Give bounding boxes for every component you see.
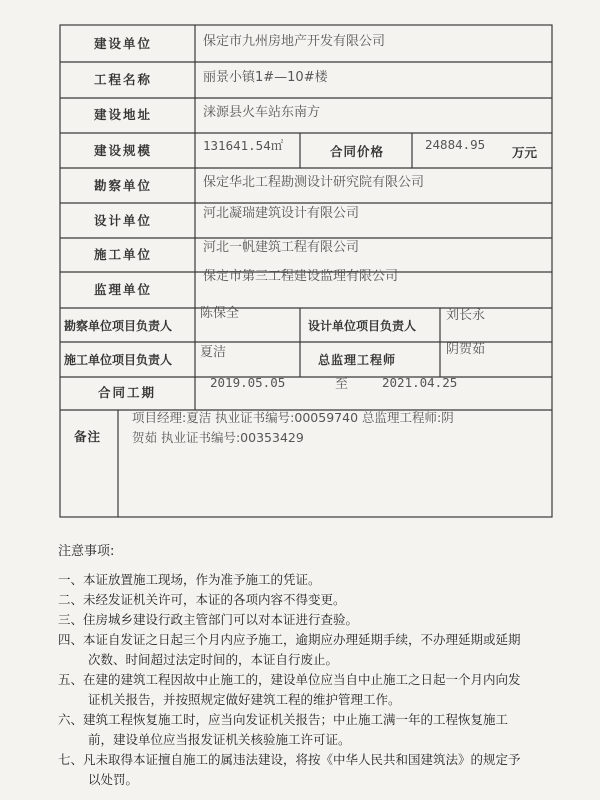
note-item-3-text: 三、住房城乡建设行政主管部门可以对本证进行查验。	[58, 612, 359, 627]
note-item-2-text: 二、未经发证机关许可，本证的各项内容不得变更。	[58, 592, 346, 607]
note-item-6-text: 六、建筑工程恢复施工时，应当向发证机关报告；中止施工满一年的工程恢复施工	[58, 712, 509, 727]
row-label-address: 建设地址	[94, 107, 153, 122]
chief-supervisor-value: 阴贺茹	[446, 342, 486, 357]
row-value-survey-unit: 保定华北工程勘测设计研究院有限公司	[203, 175, 425, 190]
note-item-3	[58, 610, 558, 630]
row-value-construction-unit: 河北一帆建筑工程有限公司	[203, 240, 360, 255]
note-item-5-text: 五、在建的建筑工程因故中止施工的，建设单位应当自中止施工之日起一个月内向发	[58, 672, 521, 687]
row-value-builder: 保定市九州房地产开发有限公司	[203, 34, 386, 49]
row-value-project-name: 丽景小镇1#—10#楼	[203, 70, 328, 85]
contract-price-label: 合同价格	[330, 144, 385, 159]
note-item-4-text: 四、本证自发证之日起三个月内应予施工，逾期应办理延期手续，不办理延期或延期	[58, 632, 521, 647]
row-label-supervision-unit: 监理单位	[94, 282, 153, 297]
note-item-5-cont: 证机关报告，并按照规定做好建筑工程的维护管理工作。	[88, 692, 401, 707]
row-label-builder: 建设单位	[94, 36, 153, 51]
period-end: 2021.04.25	[382, 375, 458, 390]
note-item-4-cont: 次数、时间超过法定时间的，本证自行废止。	[88, 652, 339, 667]
contract-price-unit: 万元	[512, 145, 538, 160]
note-item-1-text: 一、本证放置施工现场，作为准予施工的凭证。	[58, 572, 321, 587]
row-label-project-name: 工程名称	[94, 72, 153, 87]
row-label-scale: 建设规模	[94, 143, 153, 158]
row-label-construction-unit: 施工单位	[94, 247, 153, 262]
row-value-supervision-unit: 保定市第三工程建设监理有限公司	[203, 269, 399, 284]
construction-manager-label: 施工单位项目负责人	[64, 353, 173, 367]
survey-manager-value: 陈保全	[200, 306, 240, 321]
construction-manager-value: 夏洁	[200, 345, 227, 360]
contract-price-value: 24884.95	[425, 137, 486, 152]
design-manager-label: 设计单位项目负责人	[308, 319, 417, 333]
row-value-address: 涞源县火车站东南方	[203, 105, 321, 120]
period-start: 2019.05.05	[210, 375, 286, 390]
note-item-7-cont: 以处罚。	[88, 772, 139, 787]
note-item-4	[58, 630, 558, 670]
design-manager-value: 刘长永	[446, 308, 486, 323]
row-label-survey-unit: 勘察单位	[94, 178, 153, 193]
period-label: 合同工期	[98, 385, 157, 400]
chief-supervisor-label: 总监理工程师	[318, 353, 397, 367]
note-item-5	[58, 670, 558, 710]
note-item-6-cont: 前，建设单位应当报发证机关核验施工许可证。	[88, 732, 351, 747]
note-item-7	[58, 750, 558, 790]
period-to: 至	[335, 377, 349, 392]
remarks-line-1: 项目经理:夏洁 执业证书编号:00059740 总监理工程师:阴	[132, 410, 454, 425]
survey-manager-label: 勘察单位项目负责人	[64, 319, 173, 333]
note-item-1	[58, 570, 558, 590]
note-item-2	[58, 590, 558, 610]
remarks-line-2: 贺茹 执业证书编号:00353429	[132, 430, 304, 445]
note-item-7-text: 七、凡未取得本证擅自施工的属违法建设，将按《中华人民共和国建筑法》的规定予	[58, 752, 521, 767]
notes-title: 注意事项:	[58, 544, 115, 559]
row-value-design-unit: 河北凝瑞建筑设计有限公司	[203, 206, 360, 221]
row-label-design-unit: 设计单位	[94, 213, 153, 228]
note-item-6	[58, 710, 558, 750]
row-value-scale: 131641.54㎡	[203, 138, 284, 153]
remarks-label: 备注	[74, 429, 102, 444]
